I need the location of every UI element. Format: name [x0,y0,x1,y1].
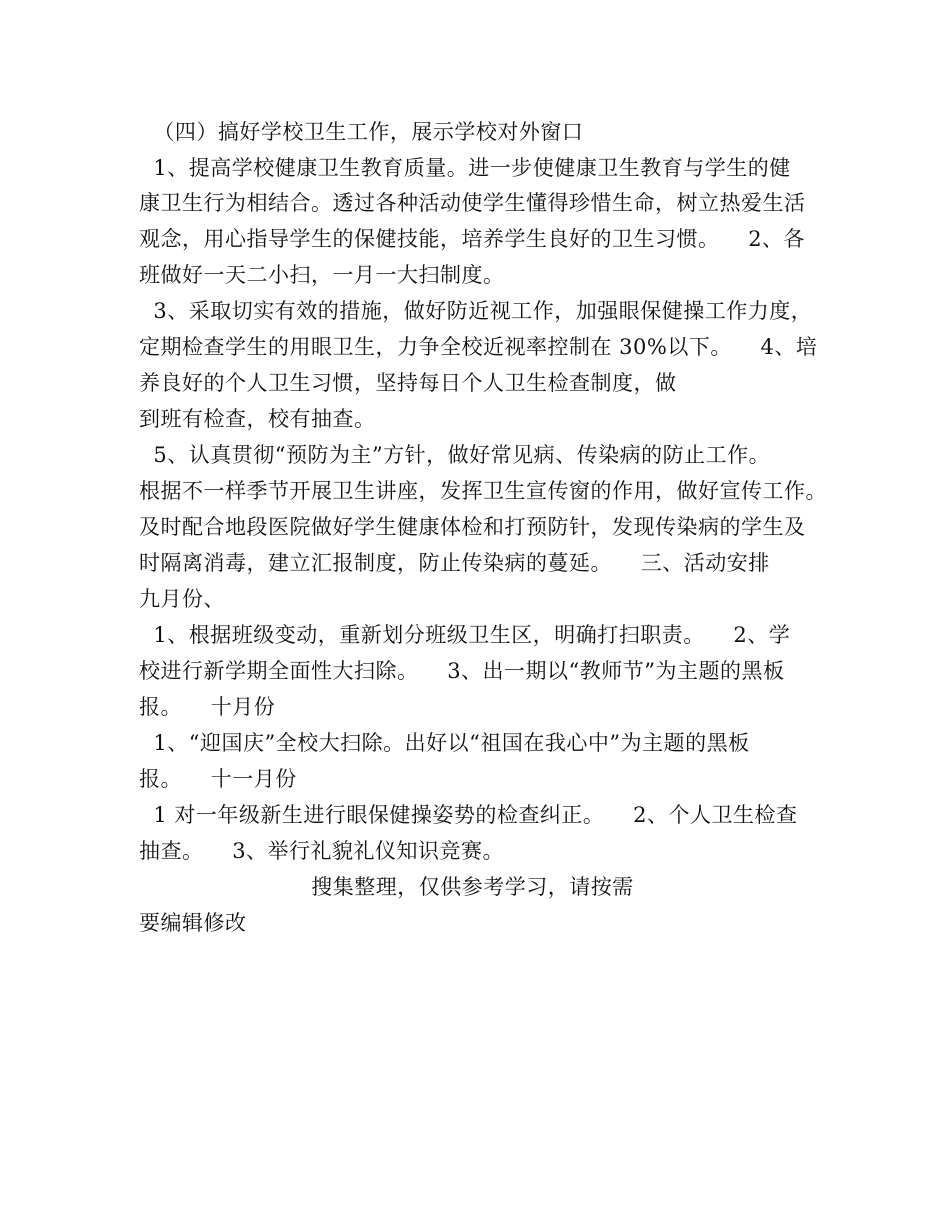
text-line: 报。 十一月份 [139,767,297,791]
text-line: 及时配合地段医院做好学生健康体检和打预防针，发现传染病的学生及 [139,515,806,539]
text-line: 到班有检查，校有抽查。 [139,407,376,431]
text-line: 1、提高学校健康卫生教育质量。进一步使健康卫生教育与学生的健 [139,156,791,180]
text-line: 5、认真贯彻“预防为主”方针，做好常见病、传染病的防止工作。 [139,443,771,467]
text-line: 养良好的个人卫生习惯，坚持每日个人卫生检查制度，做 [139,371,677,395]
text-line: 搜集整理，仅供参考学习，请按需 [139,875,634,899]
text-line: 时隔离消毒，建立汇报制度，防止传染病的蔓延。 三、活动安排 [139,551,770,575]
text-line: 班做好一天二小扫，一月一大扫制度。 [139,263,505,287]
text-line: 1、“迎国庆”全校大扫除。出好以“祖国在我心中”为主题的黑板 [139,731,750,755]
text-line: 九月份、 [139,587,225,611]
text-line: 1 对一年级新生进行眼保健操姿势的检查纠正。 2、个人卫生检查 [139,803,798,827]
text-line: 抽查。 3、举行礼貌礼仪知识竞赛。 [139,839,505,863]
text-line: 定期检查学生的用眼卫生，力争全校近视率控制在 30%以下。 4、培 [139,335,818,359]
text-line: 康卫生行为相结合。透过各种活动使学生懂得珍惜生命，树立热爱生活 [139,191,806,215]
text-line: 3、采取切实有效的措施，做好防近视工作，加强眼保健操工作力度， [139,299,813,323]
text-line: 校进行新学期全面性大扫除。 3、出一期以“教师节”为主题的黑板 [139,659,785,683]
text-line: 报。 十月份 [139,695,276,719]
text-line: （四）搞好学校卫生工作，展示学校对外窗口 [139,120,584,144]
text-line: 1、根据班级变动，重新划分班级卫生区，明确打扫职责。 2、学 [139,623,791,647]
text-line: 要编辑修改 [139,911,247,935]
text-line: 根据不一样季节开展卫生讲座，发挥卫生宣传窗的作用，做好宣传工作。 [139,479,827,503]
text-line: 观念，用心指导学生的保健技能，培养学生良好的卫生习惯。 2、各 [139,227,806,251]
